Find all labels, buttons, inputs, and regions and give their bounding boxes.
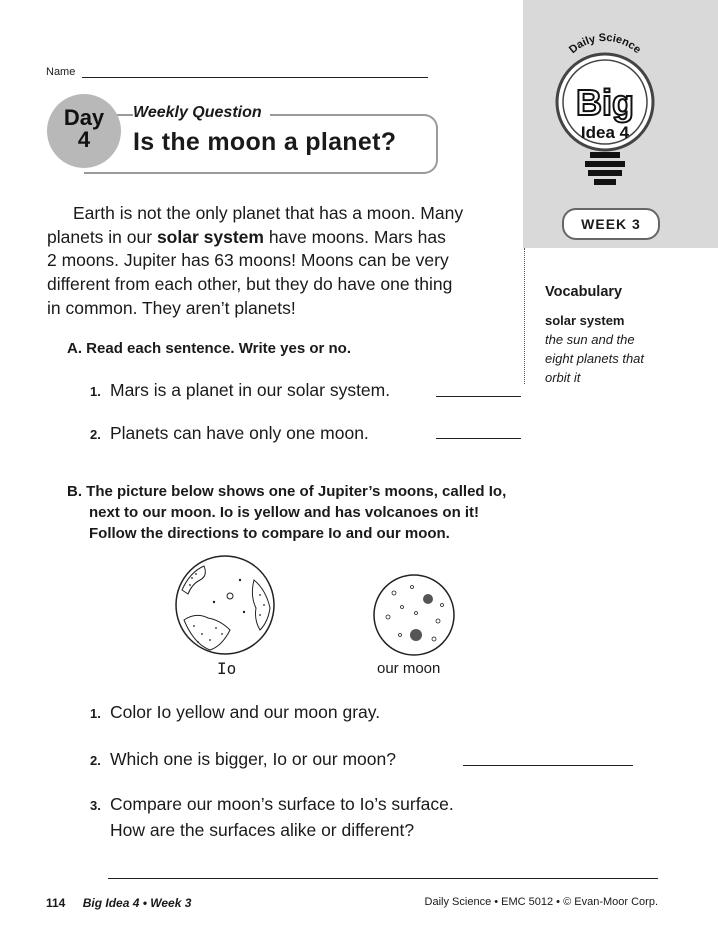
footer-right: Daily Science • EMC 5012 • © Evan-Moor Corp. [424,896,658,908]
section-b-item-2: 2. Which one is bigger, Io or our moon? [90,749,396,769]
sidebar-divider [524,248,525,384]
section-b-instruction: B. The picture below shows one of Jupiter’s moons, called Io, next to our moon. Io is yellow and has volcanoes on it! Follow the directions to compare Io and our moon. [67,483,507,542]
big-idea-lightbulb-icon [540,30,670,200]
io-caption: Io [217,659,237,678]
page-number: 114 [46,896,66,910]
weekly-question-label: Weekly Question [133,104,270,122]
badge-arc-text: Daily Science [567,31,644,57]
section-a-item-2: 2. Planets can have only one moon. [90,423,369,443]
vocabulary-term: solar system [545,313,625,328]
vocabulary-definition: the sun and the eight planets that orbit it [545,332,645,385]
name-field[interactable] [82,77,428,78]
section-a-instruction: A. Read each sentence. Write yes or no. [67,340,351,357]
footer-left: 114 Big Idea 4 • Week 3 [46,896,192,910]
day-badge: Day 4 [47,94,121,168]
section-b-item-3: 3. Compare our moon’s surface to Io’s surface. How are the surfaces alike or different? [90,794,454,840]
io-moon-illustration [170,550,280,660]
name-label: Name [46,66,76,78]
our-moon-caption: our moon [377,660,441,677]
section-b-item-1: 1. Color Io yellow and our moon gray. [90,702,381,722]
answer-b3-field[interactable] [108,878,658,879]
answer-b2-field[interactable] [463,765,633,766]
week-badge: WEEK 3 [562,208,660,240]
section-a-item-1: 1. Mars is a planet in our solar system. [90,380,391,400]
badge-idea: Idea 4 [580,123,630,142]
page-title: Is the moon a planet? [133,128,397,156]
our-moon-illustration [372,573,456,657]
intro-paragraph: Earth is not the only planet that has a moon. Many planets in our solar system have moons. Mars has 2 moons. Jupiter has 63 moons! Moons can be very different from each other, but they do have one thing in common. They aren’t planets! [47,203,464,318]
answer-a2-field[interactable] [436,438,521,439]
vocabulary-heading: Vocabulary [545,284,623,300]
badge-big: Big [576,82,634,123]
answer-a1-field[interactable] [436,396,521,397]
